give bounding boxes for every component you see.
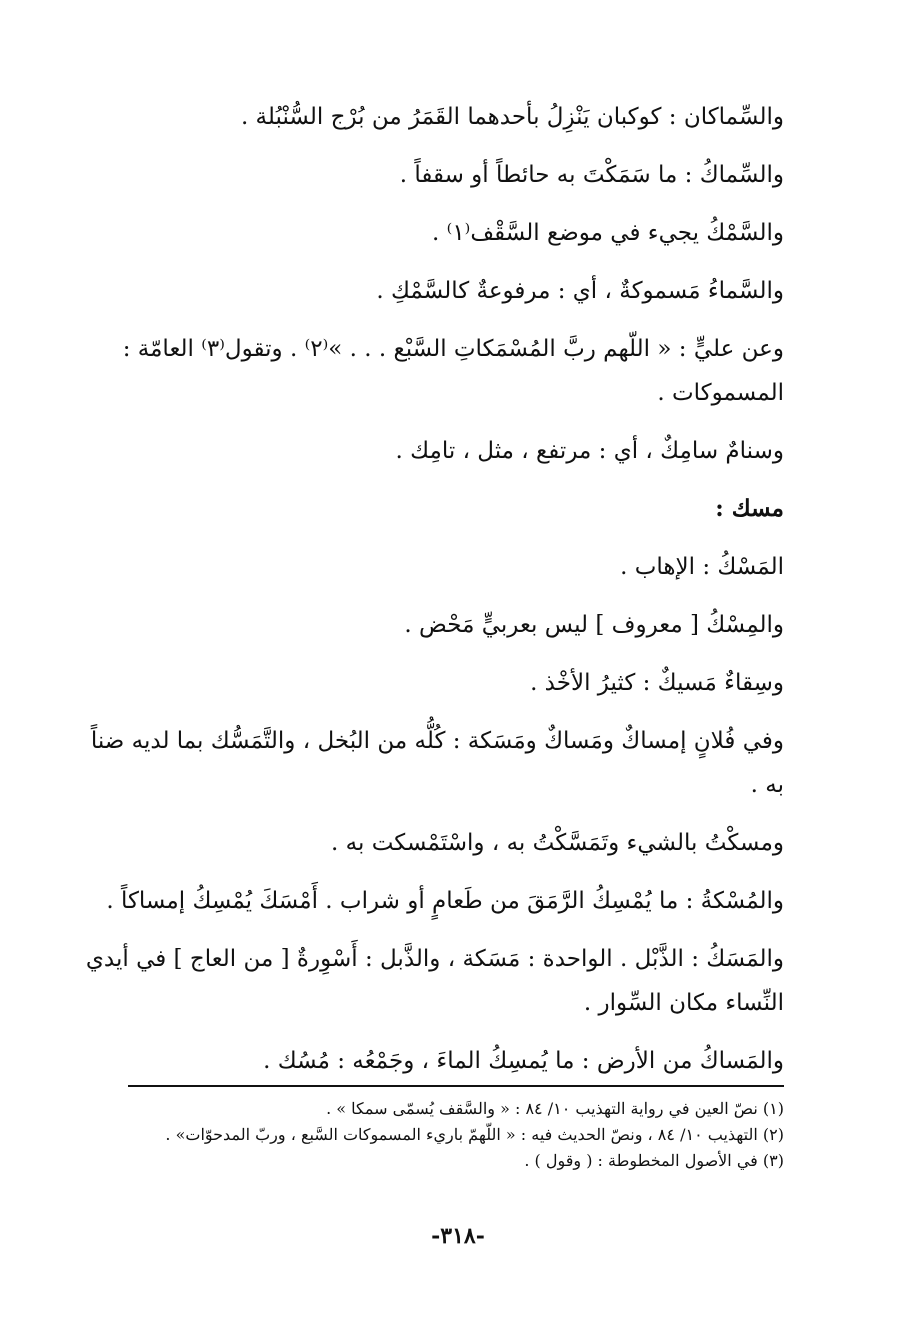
paragraph-siqa: وسِقاءٌ مَسيكٌ : كثيرُ الأخْذ . bbox=[530, 670, 784, 696]
paragraph-samk: والسَّمْكُ يجيء في موضع السَّقْف⁽١⁾ . bbox=[432, 220, 784, 246]
footnotes bbox=[72, 1096, 784, 1174]
paragraph-sama: والسَّماءُ مَسموكةٌ ، أي : مرفوعةٌ كالسَّمْكِ . bbox=[376, 278, 784, 304]
paragraph-imsak: وفي فُلانٍ إمساكٌ ومَساكٌ ومَسَكة : كُلُّه من البُخل ، والتَّمَسُّك بما لديه ضناً به . bbox=[90, 728, 784, 798]
page-number: -٣١٨- bbox=[431, 1223, 485, 1249]
footnote-3: (٣) في الأصول المخطوطة : ( وقول ) . bbox=[524, 1151, 784, 1170]
paragraph-simakan: والسِّماكان : كوكبان يَنْزِلُ بأحدهما القَمَرُ من بُرْج السُّنْبُلة . bbox=[240, 104, 784, 130]
paragraph-mask: المَسْكُ : الإهاب . bbox=[620, 554, 784, 580]
footnote-divider bbox=[128, 1085, 784, 1087]
footnote-1: (١) نصّ العين في رواية التهذيب ١٠/ ٨٤ : « والسَّقف يُسمّى سمكا » . bbox=[326, 1099, 784, 1118]
paragraph-ali-quote: وعن عليٍّ : « اللّهم ربَّ المُسْمَكاتِ السَّبْع . . . »⁽٢⁾ . وتقول⁽٣⁾ العامّة : المسموكات . bbox=[122, 336, 784, 406]
paragraph-simak: والسِّماكُ : ما سَمَكْتَ به حائطاً أو سقفاً . bbox=[399, 162, 784, 188]
paragraph-masak-land: والمَساكُ من الأرض : ما يُمسِكُ الماءَ ، وجَمْعُه : مُسُك . bbox=[263, 1048, 784, 1074]
paragraph-muska: والمُسْكةُ : ما يُمْسِكُ الرَّمَقَ من طَعامٍ أو شراب . أَمْسَكَ يُمْسِكُ إمساكاً . bbox=[106, 888, 784, 914]
paragraph-tamassak: ومسكْتُ بالشيء وتَمَسَّكْتُ به ، واسْتَمْسكت به . bbox=[331, 830, 784, 856]
paragraph-misk: والمِسْكُ [ معروف ] ليس بعربيٍّ مَحْض . bbox=[404, 612, 784, 638]
entry-heading-msk: مسك : bbox=[715, 495, 784, 522]
paragraph-masak: والمَسَكُ : الذَّبْل . الواحدة : مَسَكة ، والذَّبل : أَسْوِرةٌ [ من العاج ] في أيدي النِّساء مكان السِّوار . bbox=[85, 946, 784, 1016]
main-text bbox=[72, 95, 784, 1097]
footnote-2: (٢) التهذيب ١٠/ ٨٤ ، ونصّ الحديث فيه : « اللّهمّ باريء المسموكات السَّبع ، وربّ المدحوّات» . bbox=[165, 1125, 784, 1144]
paragraph-sanam: وسنامٌ سامِكٌ ، أي : مرتفع ، مثل ، تامِك . bbox=[395, 438, 784, 464]
